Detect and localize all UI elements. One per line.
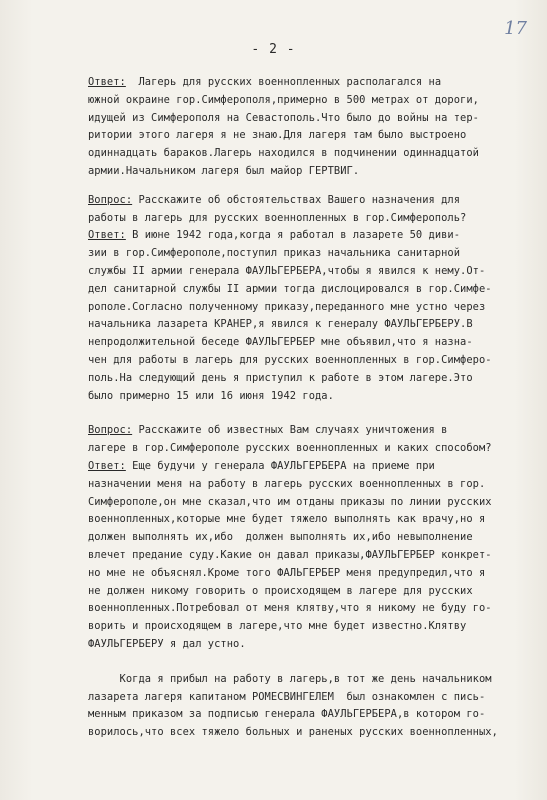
text-line: лазарета лагеря капитаном РОМЕСВИНГЕЛЕМ был ознакомлен с пись- [88, 690, 486, 703]
text-line: армии.Начальником лагеря был майор ГЕРТВИГ. [88, 164, 360, 177]
text-line: идущей из Симферополя на Севастополь.Что было до войны на тер- [88, 111, 479, 124]
text-line: но мне не объяснял.Кроме того ФАЛЬГЕРБЕР меня предупредил,что я [88, 566, 486, 579]
document-body [88, 74, 528, 742]
text-line: должен выполнять их,ибо должен выполнять их,ибо невыполнение [88, 531, 473, 544]
text-line: поль.На следующий день я приступил к работе в этом лагере.Это [88, 371, 473, 384]
text-line: назначении меня на работу в лагерь русских военнопленных в гор. [88, 477, 486, 490]
text-line: ворилось,что всех тяжело больных и раненых русских военнопленных, [88, 726, 498, 739]
text-line: дел санитарной службы II армии тогда дислоцировался в гор.Симфе- [88, 282, 492, 295]
question-paragraph [88, 422, 528, 440]
text-line: Когда я прибыл на работу в лагерь,в тот же день начальником [88, 672, 492, 685]
text-line: рополе.Согласно полученному приказу,переданного мне устно через [88, 300, 486, 313]
answer-paragraph [88, 74, 528, 92]
text-line: лагере в гор.Симферополе русских военнопленных и каких способом? [88, 442, 492, 455]
text-line: Расскажите об известных Вам случаях уничтожения в [132, 424, 448, 437]
text-line: службы II армии генерала ФАУЛЬГЕРБЕРА,чтобы я явился к нему.От- [88, 264, 486, 277]
text-line: непродолжительной беседе ФАУЛЬГЕРБЕР мне объявил,что я назна- [88, 336, 473, 349]
page-number: - 2 - [251, 42, 296, 57]
answer-label: Ответ: [88, 459, 126, 472]
text-line: влечет предание суду.Какие он давал приказы,ФАУЛЬГЕРБЕР конкрет- [88, 548, 492, 561]
text-line: начальника лазарета КРАНЕР,я явился к генералу ФАУЛЬГЕРБЕРУ.В [88, 318, 473, 331]
answer-paragraph [88, 458, 528, 476]
text-line: военнопленных.Потребовал от меня клятву,что я никому не буду го- [88, 602, 492, 615]
answer-label: Ответ: [88, 229, 126, 242]
text-line: Симферополе,он мне сказал,что им отданы приказы по линии русских [88, 495, 492, 508]
question-label: Вопрос: [88, 424, 133, 437]
text-line: южной окраине гор.Симферополя,примерно в 500 метрах от дороги, [88, 93, 479, 106]
text-line: было примерно 15 или 16 июня 1942 года. [88, 389, 334, 402]
question-paragraph [88, 192, 528, 210]
text-line: Еще будучи у генерала ФАУЛЬГЕРБЕРА на приеме при [125, 459, 435, 472]
archive-page-mark: 17 [504, 18, 527, 39]
text-line: ворить и происходящем в лагере,что мне будет известно.Клятву [88, 620, 467, 633]
text-line: ФАУЛЬГЕРБЕРУ я дал устно. [88, 637, 246, 650]
text-line: военнопленных,которые мне будет тяжело выполнять как врачу,но я [88, 513, 486, 526]
text-line: Расскажите об обстоятельствах Вашего назначения для [132, 193, 461, 206]
text-line: менным приказом за подписью генерала ФАУЛЬГЕРБЕРА,в котором го- [88, 708, 486, 721]
text-line: одиннадцать бараков.Лагерь находился в подчинении одиннадцатой [88, 147, 479, 160]
text-line: Лагерь для русских военнопленных располагался на [125, 76, 442, 88]
answer-paragraph [88, 227, 528, 245]
text-line: работы в лагерь для русских военнопленных в гор.Симферополь? [88, 211, 467, 224]
question-label: Вопрос: [88, 193, 133, 206]
text-line: ритории этого лагеря я не знаю.Для лагеря там было выстроено [88, 129, 467, 142]
answer-label: Ответ: [88, 76, 126, 88]
text-line: В июне 1942 года,когда я работал в лазарете 50 диви- [125, 229, 461, 242]
text-line: зии в гор.Симферополе,поступил приказ начальника санитарной [88, 247, 461, 260]
text-line: не должен никому говорить о происходящем в лагере для русских [88, 584, 473, 597]
text-line: чен для работы в лагерь для русских военнопленных в гор.Симферо- [88, 353, 492, 366]
